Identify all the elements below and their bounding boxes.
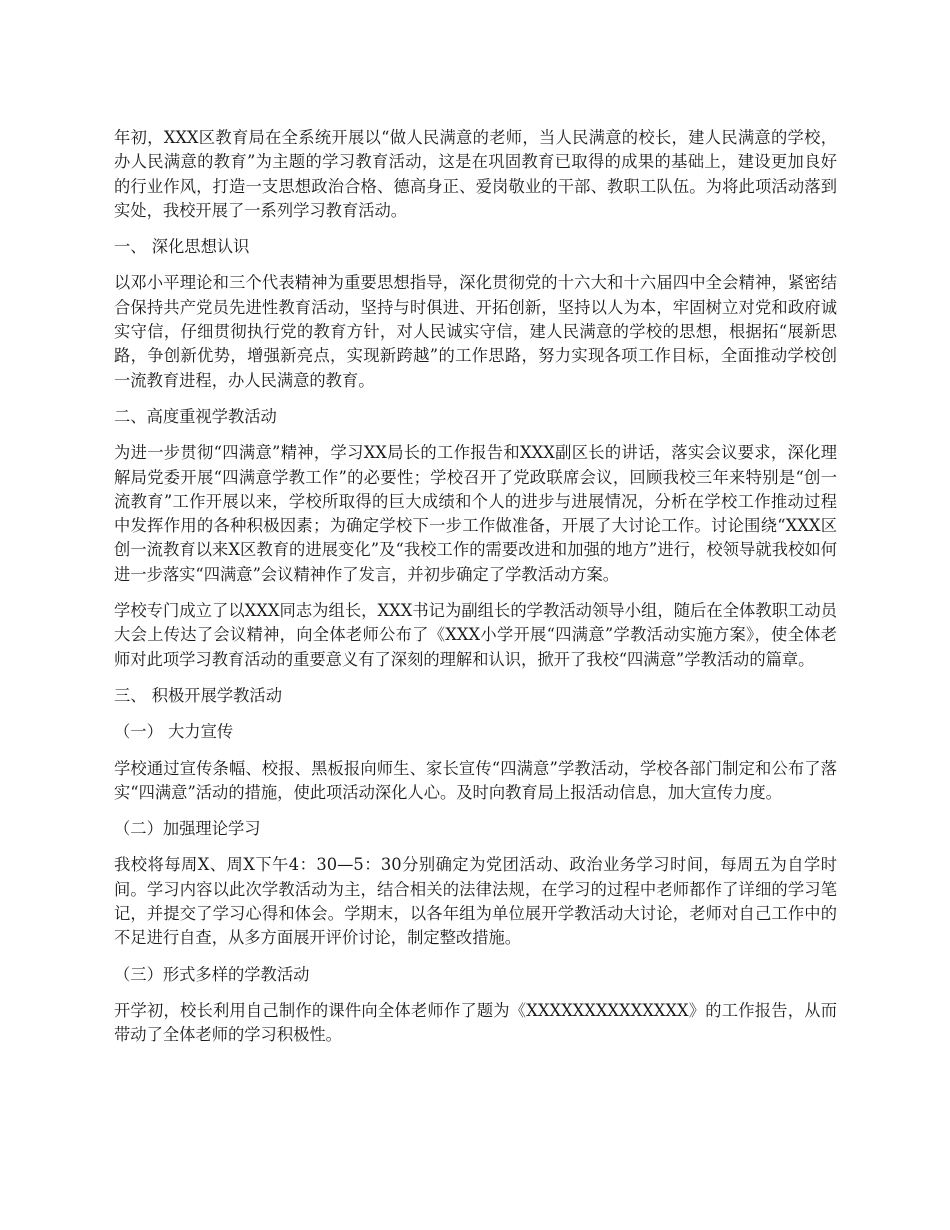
subsection-heading-1: （一） 大力宣传	[114, 722, 234, 742]
subsection-3-paragraph: 开学初，校长利用自己制作的课件向全体老师作了题为《XXXXXXXXXXXXXX》的工作报告，从而带动了全体老师的学习积极性。	[114, 1000, 837, 1045]
subsection-2-paragraph: 我校将每周X、周X下午4：30—5：30分别确定为党团活动、政治业务学习时间，每周五为自学时间。学习内容以此次学教活动为主，结合相关的法律法规，在学习的过程中老师都作了详细的学习笔记，并提交了学习心得和体会。学期末，以各年组为单位展开学教活动大讨论，老师对自己工作中的不足进行自查，从多方面展开评价讨论，制定整改措施。	[114, 855, 837, 948]
subsection-heading-3: （三）形式多样的学教活动	[114, 964, 310, 984]
section-2-paragraph-2: 学校专门成立了以XXX同志为组长，XXX书记为副组长的学教活动领导小组，随后在全体教职工动员大会上传达了会议精神，向全体老师公布了《XXX小学开展“四满意”学教活动实施方案》，使全体老师对此项学习教育活动的重要意义有了深刻的理解和认识，掀开了我校“四满意”学教活动的篇章。	[114, 601, 837, 669]
subsection-heading-2: （二）加强理论学习	[114, 819, 261, 839]
section-heading-3: 三、 积极开展学教活动	[114, 685, 282, 705]
intro-paragraph: 年初，XXX区教育局在全系统开展以“做人民满意的老师，当人民满意的校长，建人民满意的学校，办人民满意的教育”为主题的学习教育活动，这是在巩固教育已取得的成果的基础上，建设更加良好的行业作风，打造一支思想政治合格、德高身正、爱岗敬业的干部、教职工队伍。为将此项活动落到实处，我校开展了一系列学习教育活动。	[114, 128, 837, 220]
section-2-paragraph-1: 为进一步贯彻“四满意”精神，学习XX局长的工作报告和XXX副区长的讲话，落实会议要求，深化理解局党委开展“四满意学教工作”的必要性；学校召开了党政联席会议，回顾我校三年来特别是“创一流教育”工作开展以来，学校所取得的巨大成绩和个人的进步与进展情况，分析在学校工作推动过程中发挥作用的各种积极因素；为确定学校下一步工作做准备，开展了大讨论工作。讨论围绕“XXX区创一流教育以来X区教育的进展变化”及“我校工作的需要改进和加强的地方”进行，校领导就我校如何进一步落实“四满意”会议精神作了发言，并初步确定了学教活动方案。	[114, 443, 837, 584]
section-1-paragraph: 以邓小平理论和三个代表精神为重要思想指导，深化贯彻党的十六大和十六届四中全会精神，紧密结合保持共产党员先进性教育活动，坚持与时俱进、开拓创新，坚持以人为本，牢固树立对党和政府诚实守信，仔细贯彻执行党的教育方针，对人民诚实守信，建人民满意的学校的思想，根据拓“展新思路，争创新优势，增强新亮点，实现新跨越”的工作思路，努力实现各项工作目标，全面推动学校创一流教育进程，办人民满意的教育。	[114, 273, 837, 390]
section-heading-2: 二、高度重视学教活动	[114, 406, 277, 426]
subsection-1-paragraph: 学校通过宣传条幅、校报、黑板报向师生、家长宣传“四满意”学教活动，学校各部门制定和公布了落实“四满意”活动的措施，使此项活动深化人心。及时向教育局上报活动信息，加大宣传力度。	[114, 758, 837, 802]
section-heading-1: 一、 深化思想认识	[114, 237, 250, 257]
document-body	[114, 126, 837, 1060]
